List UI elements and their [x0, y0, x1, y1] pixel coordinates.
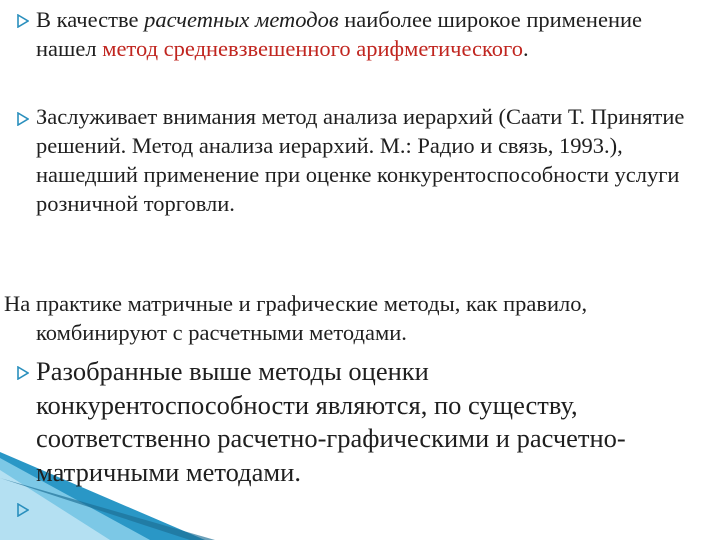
triangle-bullet-icon	[17, 503, 29, 517]
highlighted-method: метод средневзвешенного арифметического	[102, 36, 523, 61]
paragraph-text: На практике матричные и графические методы, как правило, комбинируют с расчетными методами.	[4, 291, 588, 345]
triangle-bullet-icon	[17, 366, 29, 380]
list-item-text: Заслуживает внимания метод анализа иерархий (Саати Т. Принятие решений. Метод анализа иерархий. М.: Радио и связь, 1993.), нашедший применение при оценке конкурентоспособности услуги розничной торговли.	[36, 104, 685, 216]
triangle-bullet-icon	[17, 112, 29, 126]
list-item-text: В качестве расчетных методов наиболее широкое применение нашел метод средневзвешенного арифметического.	[36, 7, 643, 61]
list-item-text: Разобранные выше методы оценки конкурентоспособности являются, по существу, соответственно расчетно-графическими и расчетно-матричными методами.	[36, 356, 626, 487]
triangle-bullet-icon	[17, 14, 29, 28]
